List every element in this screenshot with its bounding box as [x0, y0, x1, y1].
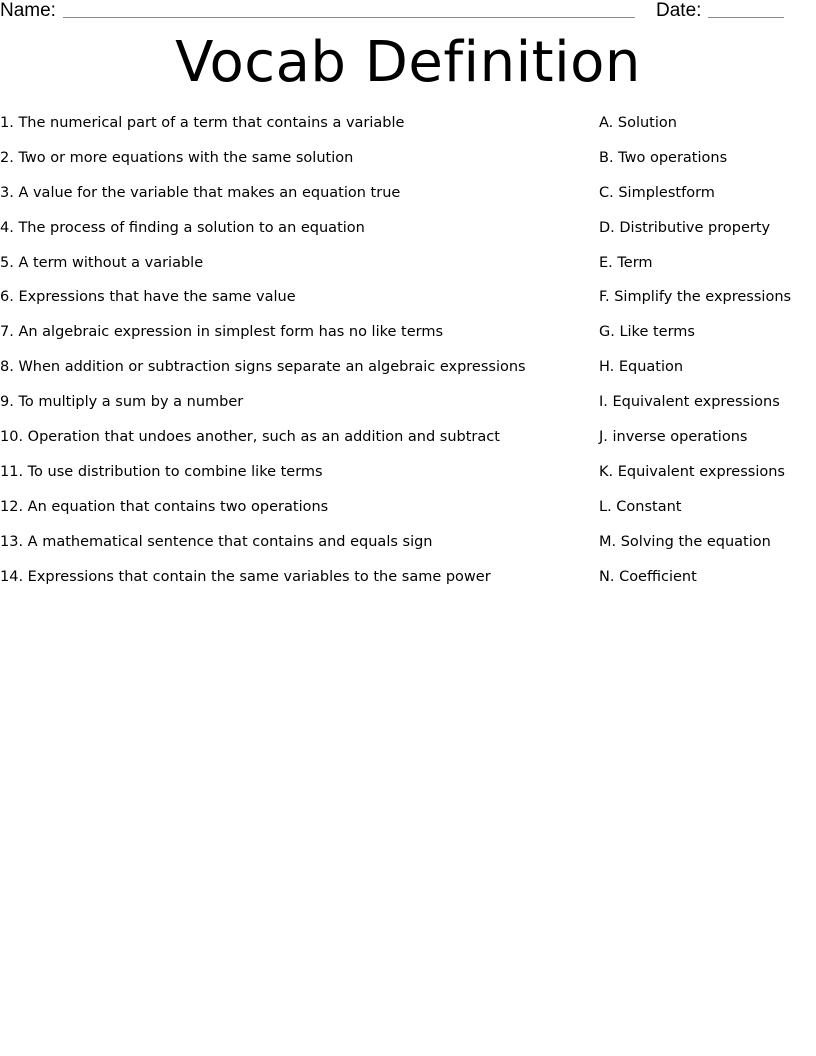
date-label: Date:: [656, 0, 702, 21]
name-label: Name:: [0, 0, 56, 21]
definition-item: 6. Expressions that have the same value: [0, 289, 296, 306]
worksheet-title: Vocab Definition: [175, 30, 641, 95]
term-item: D. Distributive property: [599, 219, 771, 236]
term-item: B. Two operations: [599, 149, 728, 166]
definition-item: 3. A value for the variable that makes an equation true: [0, 184, 401, 201]
definition-item: 11. To use distribution to combine like terms: [0, 463, 323, 480]
terms-list: [599, 110, 816, 598]
name-blank-line: [63, 17, 635, 18]
definition-item: 10. Operation that undoes another, such as an addition and subtract: [0, 429, 500, 446]
definition-item: 5. A term without a variable: [0, 254, 204, 271]
term-item: N. Coefficient: [599, 568, 697, 585]
definition-item: 9. To multiply a sum by a number: [0, 394, 244, 411]
definition-item: 13. A mathematical sentence that contains and equals sign: [0, 533, 433, 550]
term-item: I. Equivalent expressions: [599, 394, 780, 411]
term-item: K. Equivalent expressions: [599, 463, 785, 480]
definition-item: 12. An equation that contains two operations: [0, 498, 329, 515]
term-item: H. Equation: [599, 359, 684, 376]
definition-item: 1. The numerical part of a term that contains a variable: [0, 115, 405, 131]
term-item: F. Simplify the expressions: [599, 289, 792, 306]
term-item: E. Term: [599, 254, 653, 271]
term-item: G. Like terms: [599, 324, 695, 341]
definition-item: 7. An algebraic expression in simplest form has no like terms: [0, 324, 444, 341]
term-item: M. Solving the equation: [599, 533, 771, 550]
definition-item: 4. The process of finding a solution to an equation: [0, 219, 365, 236]
definition-item: 14. Expressions that contain the same variables to the same power: [0, 568, 491, 585]
term-item: A. Solution: [599, 115, 677, 131]
definition-item: 8. When addition or subtraction signs separate an algebraic expressions: [0, 359, 526, 376]
definitions-list: [0, 110, 590, 598]
term-item: C. Simplestform: [599, 184, 715, 201]
date-blank-line: [708, 17, 784, 18]
definition-item: 2. Two or more equations with the same solution: [0, 149, 354, 166]
term-item: J. inverse operations: [599, 429, 748, 446]
header-row: [0, 0, 816, 26]
term-item: L. Constant: [599, 498, 682, 515]
